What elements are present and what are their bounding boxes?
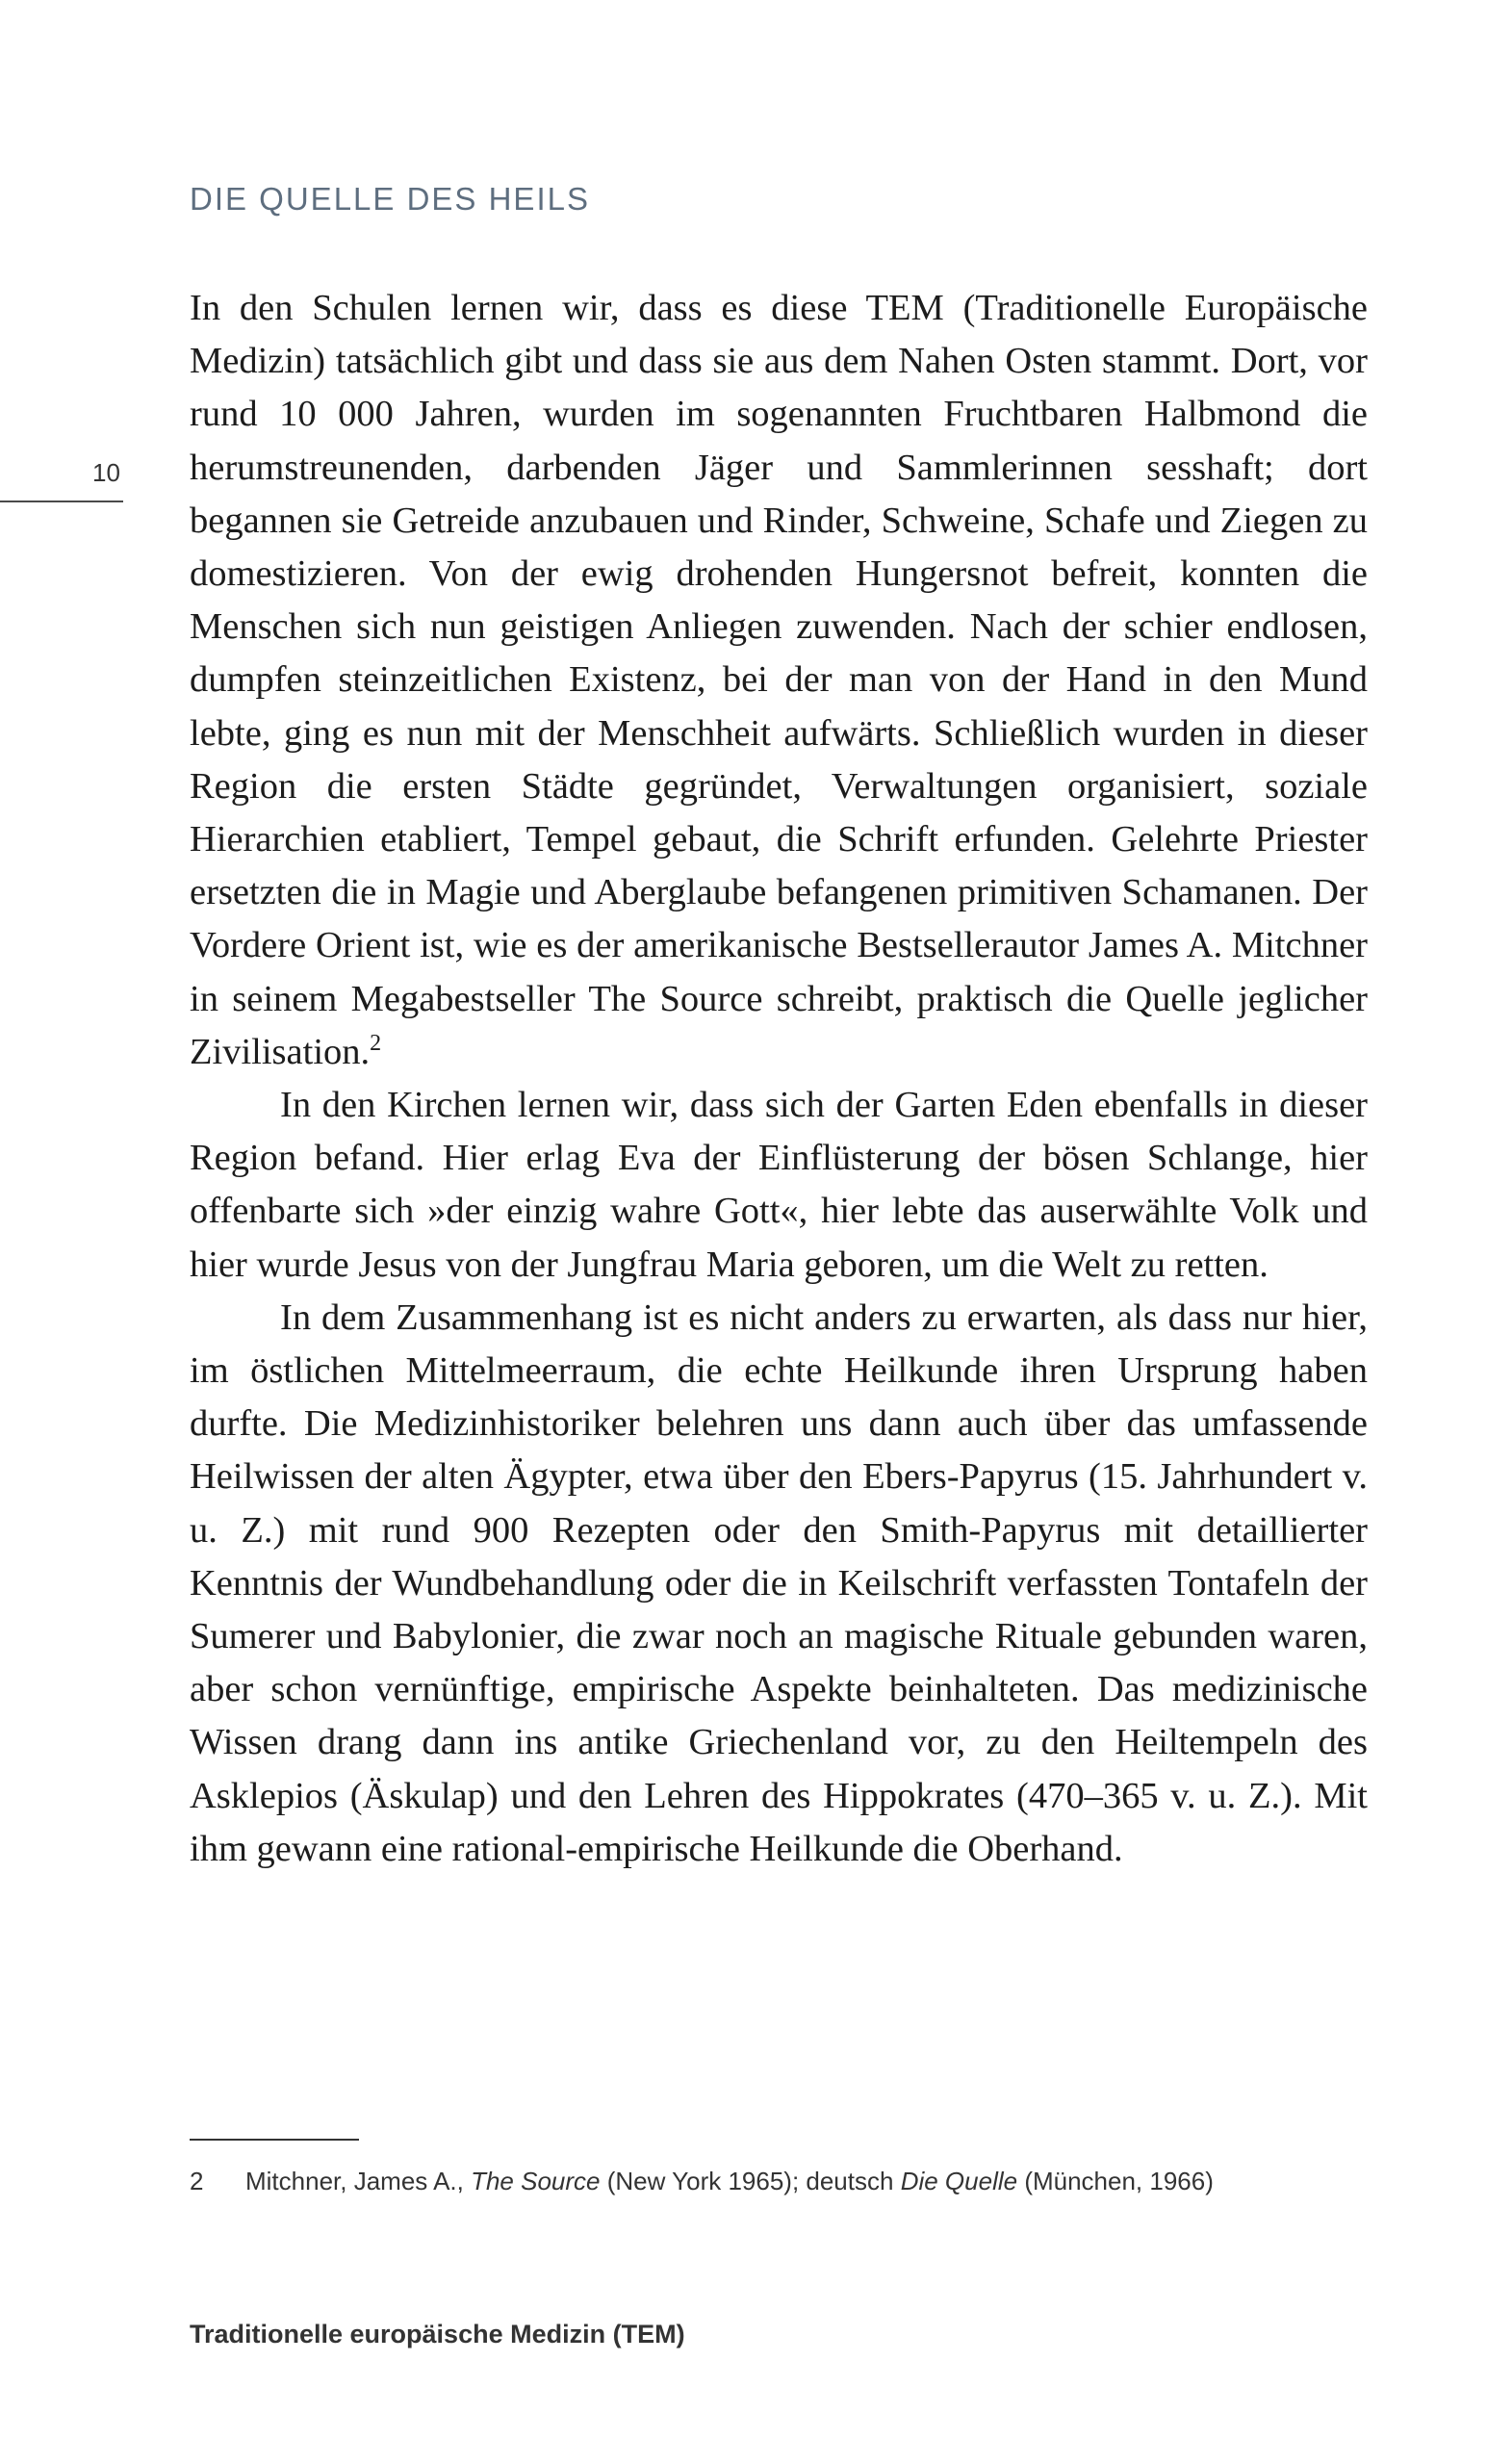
paragraph-1-text: In den Schulen lernen wir, dass es diese TEM (Traditionelle Europäische Medizin) tatsächlich gibt und dass sie aus dem Nahen Osten stammt. Dort, vor rund 10 000 Jahren, wurden im sogenannten Fruchtbaren Halbmond die herumstreunenden, darbenden Jäger und Sammlerinnen sesshaft; dort begannen sie Getreide anzubauen und Rinder, Schweine, Schafe und Ziegen zu domestizieren. Von der ewig drohenden Hungersnot befreit, konnten die Menschen sich nun geistigen Anliegen zuwenden. Nach der schier endlosen, dumpfen steinzeitlichen Existenz, bei der man von der Hand in den Mund lebte, ging es nun mit der Menschheit aufwärts. Schließlich wurden in dieser Region die ersten Städte gegründet, Verwaltungen organisiert, soziale Hierarchien etabliert, Tempel gebaut, die Schrift erfunden. Gelehrte Priester ersetzten die in Magie und Aberglaube befangenen primitiven Schamanen. Der Vordere Orient ist, wie es der amerikanische Bestsellerautor James A. Mitchner in seinem Megabestseller The Source schreibt, praktisch die Quelle jeglicher Zivilisation.	[190, 288, 1368, 1072]
footnote-mid: (New York 1965); deutsch	[600, 2167, 901, 2195]
page-number: 10	[92, 458, 120, 487]
running-head: DIE QUELLE DES HEILS	[190, 181, 590, 217]
paragraph-2: In den Kirchen lernen wir, dass sich der Garten Eden ebenfalls in dieser Region befand. Hier erlag Eva der Einflüsterung der bösen Schlange, hier offenbarte sich »der einzig wahre Gott«, hier lebte das auserwählte Volk und hier wurde Jesus von der Jungfrau Maria geboren, um die Welt zu retten.	[190, 1085, 1368, 1285]
paragraph-3: In dem Zusammenhang ist es nicht anders zu erwarten, als dass nur hier, im östlichen Mittelmeerraum, die echte Heilkunde ihren Ursprung haben durfte. Die Medizinhistoriker belehren uns dann auch über das umfassende Heilwissen der alten Ägypter, etwa über den Ebers-Papyrus (15. Jahrhundert v. u. Z.) mit rund 900 Rezepten oder den Smith-Papyrus mit detaillierter Kenntnis der Wundbehandlung oder die in Keilschrift verfassten Tontafeln der Sumerer und Babylonier, die zwar noch an magische Rituale gebunden waren, aber schon vernünftige, empirische Aspekte beinhalteten. Das medizinische Wissen drang dann ins antike Griechenland vor, zu den Heiltempeln des Asklepios (Äskulap) und den Lehren des Hippokrates (470–365 v. u. Z.). Mit ihm gewann eine rational-empirische Heilkunde die Oberhand.	[190, 1296, 1368, 1869]
footnote-end: (München, 1966)	[1017, 2167, 1214, 2195]
footer-book-title: Traditionelle europäische Medizin (TEM)	[190, 2320, 685, 2348]
footnote-title-en: The Source	[471, 2167, 601, 2195]
footnote-number: 2	[190, 2167, 204, 2195]
page-number-rule	[0, 500, 123, 502]
footnote-title-de: Die Quelle	[900, 2167, 1018, 2195]
paragraph-1	[190, 282, 1368, 1079]
footnote-reference[interactable]: 2	[370, 1030, 382, 1056]
footnote	[190, 2164, 1368, 2198]
footnote-author: Mitchner, James A.,	[245, 2167, 472, 2195]
body-text	[190, 282, 1368, 1876]
footnote-rule	[190, 2139, 359, 2141]
